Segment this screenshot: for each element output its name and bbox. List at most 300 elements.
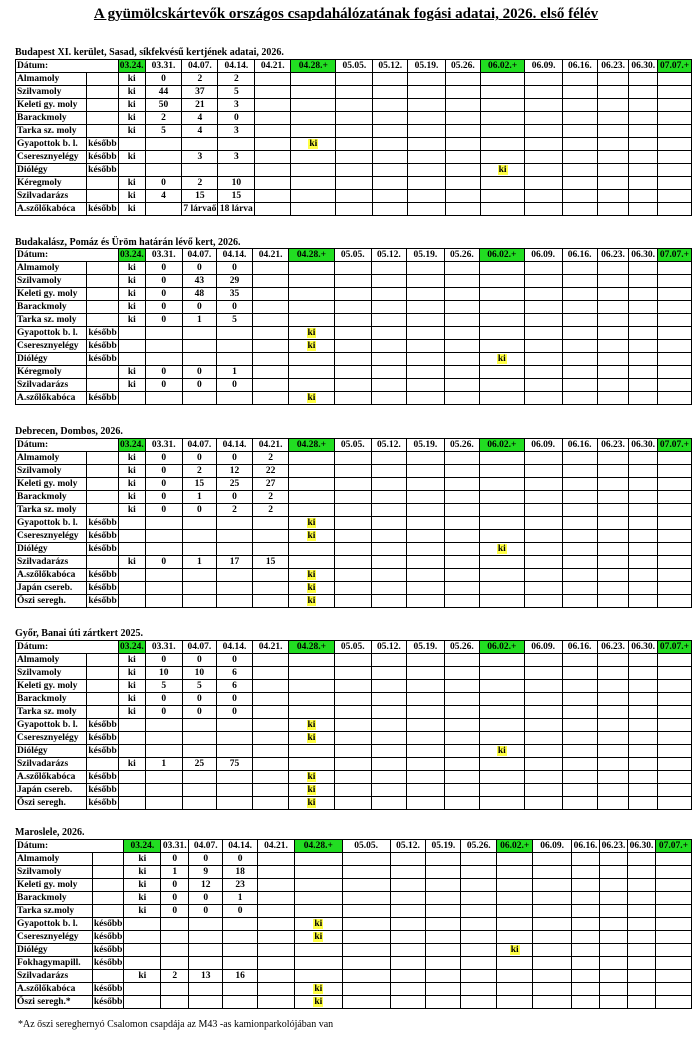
data-cell: 2 xyxy=(145,112,182,125)
data-cell xyxy=(480,138,524,151)
data-cell xyxy=(524,366,562,379)
data-cell xyxy=(87,478,119,491)
data-cell: később xyxy=(88,570,117,580)
data-cell xyxy=(597,569,629,582)
table-row xyxy=(16,314,692,327)
data-cell xyxy=(562,73,597,86)
data-cell xyxy=(217,340,253,353)
data-cell xyxy=(480,125,524,138)
data-cell xyxy=(426,931,461,944)
data-cell: ki xyxy=(118,693,145,706)
data-cell: később xyxy=(88,328,117,338)
data-cell: 2 xyxy=(182,177,218,190)
data-cell xyxy=(118,797,145,810)
data-cell xyxy=(562,504,597,517)
data-cell xyxy=(371,745,406,758)
data-cell: később xyxy=(93,945,123,955)
data-cell: 15 xyxy=(218,190,255,203)
data-cell xyxy=(444,582,479,595)
data-cell xyxy=(289,504,335,517)
data-cell xyxy=(597,177,628,190)
data-cell: ki xyxy=(118,86,145,99)
data-cell xyxy=(629,138,658,151)
data-cell xyxy=(444,392,479,405)
data-cell xyxy=(87,379,119,392)
data-cell: ki xyxy=(118,491,145,504)
header-cell: 06.16. xyxy=(562,249,597,262)
data-cell xyxy=(479,275,524,288)
data-cell xyxy=(189,996,223,1009)
data-cell xyxy=(390,983,426,996)
table-row xyxy=(16,706,692,719)
data-cell: 0 xyxy=(145,654,182,667)
data-cell xyxy=(334,275,371,288)
data-cell xyxy=(599,931,627,944)
data-cell xyxy=(524,693,562,706)
data-cell xyxy=(223,918,258,931)
data-cell xyxy=(524,706,562,719)
data-cell: később xyxy=(88,518,117,528)
data-cell xyxy=(342,905,390,918)
table-row xyxy=(16,732,692,745)
data-cell: 0 xyxy=(145,301,182,314)
catch-table xyxy=(15,839,692,1009)
data-cell xyxy=(655,970,691,983)
data-cell: 6 xyxy=(217,667,253,680)
data-cell xyxy=(87,667,119,680)
data-cell xyxy=(599,970,627,983)
data-cell xyxy=(445,86,480,99)
species-cell: Diólégy xyxy=(16,944,93,957)
data-cell xyxy=(461,879,497,892)
data-cell: 1 xyxy=(182,556,216,569)
data-cell xyxy=(599,983,627,996)
data-cell xyxy=(373,177,408,190)
flag-cell xyxy=(289,569,335,582)
data-cell xyxy=(408,177,446,190)
data-cell xyxy=(629,732,658,745)
data-cell xyxy=(658,392,692,405)
data-cell xyxy=(562,530,597,543)
header-cell: 03.24. xyxy=(119,642,144,652)
data-cell: 21 xyxy=(182,99,218,112)
data-cell: 0 xyxy=(145,177,182,190)
table-row xyxy=(16,112,692,125)
data-cell xyxy=(597,732,629,745)
data-cell xyxy=(444,771,479,784)
data-cell xyxy=(334,680,371,693)
data-cell xyxy=(533,931,572,944)
data-cell xyxy=(629,452,658,465)
data-cell xyxy=(629,190,658,203)
ki-marker: ki xyxy=(498,165,507,175)
data-cell xyxy=(562,379,597,392)
data-cell xyxy=(253,797,289,810)
data-cell xyxy=(289,366,335,379)
data-cell xyxy=(658,164,692,177)
data-cell: 1 xyxy=(217,366,253,379)
species-cell: Tarka sz. moly xyxy=(16,125,87,138)
table-row xyxy=(16,73,692,86)
data-cell: ki xyxy=(118,366,145,379)
data-cell xyxy=(497,853,533,866)
flag-cell xyxy=(289,719,335,732)
species-cell: Őszi seregh. xyxy=(16,797,87,810)
header-cell: 05.26. xyxy=(445,60,480,73)
data-cell xyxy=(289,262,335,275)
data-cell xyxy=(371,693,406,706)
data-cell: 18 lárva xyxy=(219,204,253,214)
data-cell: 12 xyxy=(189,879,223,892)
data-cell xyxy=(629,693,658,706)
species-cell: Diólégy xyxy=(16,353,87,366)
data-cell: 5 xyxy=(218,86,255,99)
header-cell: 04.21. xyxy=(258,840,295,853)
data-cell xyxy=(87,680,119,693)
data-cell xyxy=(497,879,533,892)
data-cell xyxy=(289,379,335,392)
data-cell xyxy=(658,327,692,340)
data-cell xyxy=(562,569,597,582)
data-cell xyxy=(597,125,628,138)
data-cell xyxy=(562,758,597,771)
data-cell xyxy=(342,853,390,866)
data-cell xyxy=(524,314,562,327)
data-cell xyxy=(562,327,597,340)
data-cell: 44 xyxy=(145,86,182,99)
data-cell xyxy=(87,556,119,569)
data-cell xyxy=(118,530,145,543)
data-cell: 0 xyxy=(145,491,182,504)
data-cell xyxy=(444,340,479,353)
data-cell xyxy=(92,866,124,879)
data-cell: 0 xyxy=(189,853,223,866)
section-title: Debrecen, Dombos, 2026. xyxy=(15,426,123,437)
table-row xyxy=(16,931,692,944)
data-cell xyxy=(253,758,289,771)
data-cell xyxy=(342,879,390,892)
data-cell xyxy=(480,86,524,99)
data-cell xyxy=(217,569,253,582)
data-cell xyxy=(406,543,444,556)
data-cell xyxy=(627,879,655,892)
table-row xyxy=(16,784,692,797)
data-cell xyxy=(658,340,692,353)
table-row xyxy=(16,758,692,771)
data-cell xyxy=(444,491,479,504)
species-cell: Kéregmoly xyxy=(16,366,87,379)
table-row xyxy=(16,530,692,543)
header-cell: 05.19. xyxy=(408,60,446,73)
table-row xyxy=(16,353,692,366)
data-cell xyxy=(562,190,597,203)
header-cell: 03.24. xyxy=(124,840,161,853)
data-cell xyxy=(253,706,289,719)
data-cell xyxy=(597,595,629,608)
flag-cell xyxy=(294,931,342,944)
species-cell: Szilvadarázs xyxy=(16,190,87,203)
data-cell xyxy=(562,654,597,667)
data-cell xyxy=(658,353,692,366)
data-cell xyxy=(406,758,444,771)
data-cell xyxy=(479,530,524,543)
data-cell xyxy=(406,719,444,732)
data-cell xyxy=(406,275,444,288)
data-cell xyxy=(118,543,145,556)
data-cell xyxy=(223,996,258,1009)
data-cell xyxy=(253,693,289,706)
table-row xyxy=(16,177,692,190)
data-cell xyxy=(480,203,524,216)
data-cell xyxy=(658,543,692,556)
data-cell xyxy=(334,556,371,569)
data-cell xyxy=(658,719,692,732)
data-cell: 0 xyxy=(182,379,216,392)
data-cell xyxy=(597,86,628,99)
data-cell xyxy=(373,112,408,125)
catch-table xyxy=(15,59,692,216)
data-cell xyxy=(562,693,597,706)
data-cell xyxy=(258,905,295,918)
table-row xyxy=(16,970,692,983)
data-cell xyxy=(253,680,289,693)
data-cell xyxy=(629,680,658,693)
species-cell: Almamoly xyxy=(16,654,87,667)
data-cell xyxy=(87,288,119,301)
data-cell xyxy=(658,745,692,758)
header-cell: 04.21. xyxy=(253,439,289,452)
flag-cell xyxy=(479,543,524,556)
data-cell xyxy=(629,203,658,216)
data-cell xyxy=(217,784,253,797)
species-cell: Kéregmoly xyxy=(16,177,87,190)
ki-marker: ki xyxy=(314,984,323,994)
data-cell: 2 xyxy=(182,465,216,478)
data-cell xyxy=(444,556,479,569)
species-cell: Tarka sz.moly xyxy=(16,905,93,918)
data-cell xyxy=(118,327,145,340)
data-cell xyxy=(445,99,480,112)
header-cell: 06.23. xyxy=(597,439,629,452)
data-cell xyxy=(371,301,406,314)
data-cell: 17 xyxy=(217,556,253,569)
data-cell xyxy=(406,262,444,275)
data-cell xyxy=(524,654,562,667)
data-cell xyxy=(124,996,161,1009)
data-cell xyxy=(336,138,373,151)
species-cell: Diólégy xyxy=(16,543,87,556)
data-cell xyxy=(334,758,371,771)
data-cell xyxy=(629,314,658,327)
data-cell xyxy=(572,944,600,957)
data-cell xyxy=(525,177,563,190)
data-cell xyxy=(572,918,600,931)
data-cell xyxy=(408,125,446,138)
data-cell xyxy=(342,996,390,1009)
data-cell xyxy=(627,853,655,866)
data-cell xyxy=(658,366,692,379)
data-cell xyxy=(562,353,597,366)
data-cell xyxy=(562,556,597,569)
species-cell: Szilvamoly xyxy=(16,667,87,680)
data-cell: 0 xyxy=(145,465,182,478)
data-cell xyxy=(87,654,119,667)
data-cell xyxy=(390,892,426,905)
data-cell xyxy=(408,151,446,164)
data-cell xyxy=(597,138,628,151)
data-cell xyxy=(524,797,562,810)
data-cell xyxy=(444,314,479,327)
data-cell xyxy=(655,983,691,996)
data-cell xyxy=(597,491,629,504)
data-cell xyxy=(562,262,597,275)
data-cell xyxy=(371,595,406,608)
data-cell xyxy=(334,771,371,784)
data-cell xyxy=(294,892,342,905)
flag-cell xyxy=(289,392,335,405)
data-cell xyxy=(597,164,628,177)
data-cell xyxy=(461,892,497,905)
species-cell: Tarka sz. moly xyxy=(16,504,87,517)
data-cell: ki xyxy=(124,866,161,879)
header-cell: 05.05. xyxy=(334,641,371,654)
data-cell xyxy=(371,706,406,719)
data-cell xyxy=(182,530,216,543)
data-cell xyxy=(289,288,335,301)
header-cell: 05.12. xyxy=(371,249,406,262)
data-cell xyxy=(336,86,373,99)
data-cell xyxy=(390,879,426,892)
data-cell: 0 xyxy=(182,301,216,314)
data-cell xyxy=(255,86,291,99)
data-cell xyxy=(562,745,597,758)
table-row xyxy=(16,327,692,340)
data-cell xyxy=(629,595,658,608)
data-cell xyxy=(182,517,216,530)
data-cell: 0 xyxy=(182,366,216,379)
data-cell xyxy=(524,517,562,530)
data-cell xyxy=(426,879,461,892)
data-cell xyxy=(289,491,335,504)
header-cell: 06.23. xyxy=(597,60,628,73)
data-cell xyxy=(334,379,371,392)
data-cell xyxy=(371,504,406,517)
data-cell: 2 xyxy=(217,504,253,517)
data-cell xyxy=(629,719,658,732)
data-cell: 0 xyxy=(161,853,189,866)
data-cell xyxy=(145,784,182,797)
data-cell xyxy=(145,327,182,340)
table-row xyxy=(16,138,692,151)
header-cell: 04.07. xyxy=(182,439,216,452)
data-cell xyxy=(572,905,600,918)
data-cell xyxy=(145,732,182,745)
data-cell xyxy=(599,944,627,957)
data-cell xyxy=(118,517,145,530)
data-cell xyxy=(145,582,182,595)
data-cell xyxy=(253,275,289,288)
header-cell: 05.05. xyxy=(336,60,373,73)
data-cell xyxy=(291,151,336,164)
data-cell xyxy=(658,73,692,86)
data-cell xyxy=(629,745,658,758)
data-cell xyxy=(145,530,182,543)
data-cell xyxy=(497,996,533,1009)
data-cell xyxy=(524,719,562,732)
data-cell xyxy=(258,853,295,866)
data-cell xyxy=(629,530,658,543)
data-cell xyxy=(597,99,628,112)
species-cell: Keleti gy. moly xyxy=(16,680,87,693)
data-cell xyxy=(445,177,480,190)
data-cell xyxy=(627,866,655,879)
data-cell xyxy=(562,732,597,745)
header-cell: Dátum: xyxy=(16,439,119,452)
data-cell xyxy=(658,758,692,771)
data-cell xyxy=(562,797,597,810)
data-cell: 9 xyxy=(189,866,223,879)
data-cell: 0 xyxy=(218,112,255,125)
data-cell xyxy=(562,667,597,680)
data-cell xyxy=(253,379,289,392)
data-cell xyxy=(524,667,562,680)
data-cell: 6 xyxy=(217,680,253,693)
header-cell: 04.14. xyxy=(217,641,253,654)
header-cell: 06.02.+ xyxy=(497,840,533,853)
data-cell xyxy=(597,745,629,758)
data-cell xyxy=(479,706,524,719)
data-cell xyxy=(658,314,692,327)
species-cell: A.szőlőkabóca xyxy=(16,392,87,405)
data-cell xyxy=(406,654,444,667)
data-cell xyxy=(258,970,295,983)
ki-marker: ki xyxy=(307,720,316,730)
data-cell xyxy=(408,164,446,177)
data-cell xyxy=(390,944,426,957)
data-cell xyxy=(597,301,629,314)
data-cell xyxy=(373,164,408,177)
data-cell xyxy=(291,86,336,99)
section-title: Budakalász, Pomáz és Üröm határán lévő kert, 2026. xyxy=(15,237,241,248)
flag-cell xyxy=(289,797,335,810)
data-cell xyxy=(629,379,658,392)
data-cell xyxy=(87,366,119,379)
data-cell: később xyxy=(93,984,123,994)
data-cell xyxy=(255,203,291,216)
data-cell xyxy=(253,392,289,405)
data-cell xyxy=(294,970,342,983)
data-cell xyxy=(371,517,406,530)
data-cell xyxy=(289,275,335,288)
data-cell xyxy=(408,112,446,125)
data-cell xyxy=(562,340,597,353)
species-cell: Almamoly xyxy=(16,853,93,866)
species-cell: Barackmoly xyxy=(16,892,93,905)
species-cell: Cseresznyelégy xyxy=(16,931,93,944)
data-cell xyxy=(334,504,371,517)
data-cell xyxy=(479,262,524,275)
data-cell xyxy=(217,732,253,745)
data-cell xyxy=(371,758,406,771)
data-cell xyxy=(390,866,426,879)
data-cell xyxy=(629,504,658,517)
ki-marker: ki xyxy=(314,997,323,1007)
data-cell: 2 xyxy=(218,73,255,86)
data-cell xyxy=(161,931,189,944)
header-cell: Dátum: xyxy=(16,641,119,654)
data-cell xyxy=(124,957,161,970)
data-cell xyxy=(289,353,335,366)
